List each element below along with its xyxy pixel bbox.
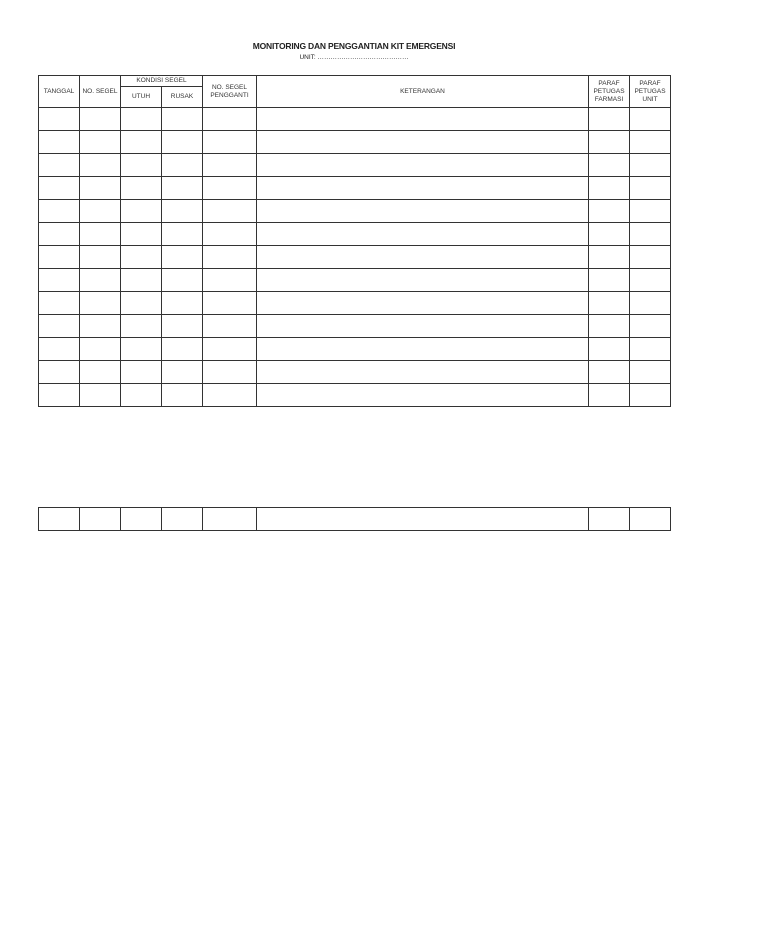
cell-no-segel[interactable] bbox=[80, 246, 121, 269]
cell-no-segel-pengganti[interactable] bbox=[203, 108, 257, 131]
cell-paraf-unit[interactable] bbox=[630, 246, 671, 269]
cell-tanggal[interactable] bbox=[39, 315, 80, 338]
cell-no-segel[interactable] bbox=[80, 223, 121, 246]
table-row bbox=[39, 108, 671, 131]
cell-utuh[interactable] bbox=[121, 131, 162, 154]
cell-tanggal[interactable] bbox=[39, 384, 80, 407]
cell-keterangan[interactable] bbox=[257, 246, 589, 269]
cell-no-segel-pengganti[interactable] bbox=[203, 315, 257, 338]
cell-keterangan[interactable] bbox=[257, 315, 589, 338]
cell-keterangan[interactable] bbox=[257, 223, 589, 246]
cell-rusak[interactable] bbox=[162, 223, 203, 246]
cell-rusak[interactable] bbox=[162, 508, 203, 531]
cell-tanggal[interactable] bbox=[39, 292, 80, 315]
table-row bbox=[39, 508, 671, 531]
cell-keterangan[interactable] bbox=[257, 338, 589, 361]
cell-paraf-unit[interactable] bbox=[630, 223, 671, 246]
cell-utuh[interactable] bbox=[121, 246, 162, 269]
cell-keterangan[interactable] bbox=[257, 131, 589, 154]
cell-keterangan[interactable] bbox=[257, 384, 589, 407]
cell-paraf-farmasi[interactable] bbox=[589, 292, 630, 315]
cell-paraf-farmasi[interactable] bbox=[589, 338, 630, 361]
cell-keterangan[interactable] bbox=[257, 361, 589, 384]
cell-rusak[interactable] bbox=[162, 315, 203, 338]
cell-tanggal[interactable] bbox=[39, 508, 80, 531]
cell-utuh[interactable] bbox=[121, 384, 162, 407]
monitoring-table bbox=[38, 75, 671, 407]
cell-tanggal[interactable] bbox=[39, 131, 80, 154]
monitoring-table-continuation bbox=[38, 507, 671, 531]
cell-rusak[interactable] bbox=[162, 338, 203, 361]
table-row bbox=[39, 269, 671, 292]
cell-utuh[interactable] bbox=[121, 154, 162, 177]
cell-no-segel-pengganti[interactable] bbox=[203, 131, 257, 154]
cell-tanggal[interactable] bbox=[39, 200, 80, 223]
cell-paraf-farmasi[interactable] bbox=[589, 269, 630, 292]
table-header bbox=[39, 76, 671, 108]
header-paraf-unit-line1: PARAF bbox=[639, 79, 661, 87]
cell-utuh[interactable] bbox=[121, 108, 162, 131]
header-paraf-petugas-unit bbox=[630, 76, 671, 108]
cell-no-segel[interactable] bbox=[80, 131, 121, 154]
table-row bbox=[39, 246, 671, 269]
cell-rusak[interactable] bbox=[162, 200, 203, 223]
cell-no-segel[interactable] bbox=[80, 108, 121, 131]
cell-paraf-unit[interactable] bbox=[630, 108, 671, 131]
cell-no-segel[interactable] bbox=[80, 384, 121, 407]
cell-rusak[interactable] bbox=[162, 246, 203, 269]
cell-no-segel-pengganti[interactable] bbox=[203, 269, 257, 292]
table-row bbox=[39, 361, 671, 384]
cell-utuh[interactable] bbox=[121, 269, 162, 292]
cell-no-segel[interactable] bbox=[80, 154, 121, 177]
cell-paraf-unit[interactable] bbox=[630, 338, 671, 361]
cell-paraf-unit[interactable] bbox=[630, 154, 671, 177]
cell-tanggal[interactable] bbox=[39, 338, 80, 361]
header-no-segel-pengganti bbox=[203, 76, 257, 108]
cell-no-segel-pengganti[interactable] bbox=[203, 338, 257, 361]
table-row bbox=[39, 131, 671, 154]
cell-no-segel[interactable] bbox=[80, 292, 121, 315]
header-kondisi-segel: KONDISI SEGEL bbox=[121, 76, 203, 87]
cell-paraf-farmasi[interactable] bbox=[589, 108, 630, 131]
header-no-segel-pengganti-line2: PENGGANTI bbox=[210, 91, 249, 99]
cell-utuh[interactable] bbox=[121, 361, 162, 384]
cell-paraf-farmasi[interactable] bbox=[589, 508, 630, 531]
cell-rusak[interactable] bbox=[162, 108, 203, 131]
cell-no-segel[interactable] bbox=[80, 177, 121, 200]
header-paraf-farmasi-line3: FARMASI bbox=[594, 95, 624, 103]
cell-paraf-farmasi[interactable] bbox=[589, 177, 630, 200]
cell-no-segel-pengganti[interactable] bbox=[203, 508, 257, 531]
cell-tanggal[interactable] bbox=[39, 223, 80, 246]
cell-no-segel-pengganti[interactable] bbox=[203, 154, 257, 177]
table-row bbox=[39, 177, 671, 200]
cell-paraf-farmasi[interactable] bbox=[589, 315, 630, 338]
cell-keterangan[interactable] bbox=[257, 200, 589, 223]
cell-no-segel-pengganti[interactable] bbox=[203, 292, 257, 315]
cell-paraf-unit[interactable] bbox=[630, 361, 671, 384]
cell-no-segel[interactable] bbox=[80, 338, 121, 361]
cell-paraf-unit[interactable] bbox=[630, 269, 671, 292]
cell-paraf-unit[interactable] bbox=[630, 384, 671, 407]
cell-paraf-farmasi[interactable] bbox=[589, 223, 630, 246]
cell-paraf-unit[interactable] bbox=[630, 315, 671, 338]
cell-paraf-farmasi[interactable] bbox=[589, 361, 630, 384]
cell-utuh[interactable] bbox=[121, 508, 162, 531]
header-paraf-farmasi-line1: PARAF bbox=[598, 79, 620, 87]
table-row bbox=[39, 315, 671, 338]
header-paraf-petugas-farmasi bbox=[589, 76, 630, 108]
table-row bbox=[39, 338, 671, 361]
table-row bbox=[39, 223, 671, 246]
cell-no-segel-pengganti[interactable] bbox=[203, 200, 257, 223]
cell-utuh[interactable] bbox=[121, 338, 162, 361]
header-keterangan: KETERANGAN bbox=[257, 76, 589, 108]
header-utuh: UTUH bbox=[121, 87, 162, 108]
table-row bbox=[39, 384, 671, 407]
cell-keterangan[interactable] bbox=[257, 292, 589, 315]
cell-no-segel[interactable] bbox=[80, 200, 121, 223]
cell-no-segel[interactable] bbox=[80, 361, 121, 384]
cell-paraf-farmasi[interactable] bbox=[589, 384, 630, 407]
cell-no-segel-pengganti[interactable] bbox=[203, 223, 257, 246]
cell-keterangan[interactable] bbox=[257, 269, 589, 292]
table-row bbox=[39, 292, 671, 315]
table-row bbox=[39, 154, 671, 177]
cell-no-segel[interactable] bbox=[80, 269, 121, 292]
header-no-segel: NO. SEGEL bbox=[80, 76, 121, 108]
cell-keterangan[interactable] bbox=[257, 154, 589, 177]
cell-tanggal[interactable] bbox=[39, 361, 80, 384]
header-rusak: RUSAK bbox=[162, 87, 203, 108]
cell-utuh[interactable] bbox=[121, 223, 162, 246]
cell-no-segel-pengganti[interactable] bbox=[203, 361, 257, 384]
header-paraf-farmasi-line2: PETUGAS bbox=[593, 87, 625, 95]
header-paraf-unit-line2: PETUGAS bbox=[634, 87, 666, 95]
cell-no-segel[interactable] bbox=[80, 315, 121, 338]
cell-paraf-unit[interactable] bbox=[630, 508, 671, 531]
cell-rusak[interactable] bbox=[162, 177, 203, 200]
cell-no-segel-pengganti[interactable] bbox=[203, 177, 257, 200]
cell-rusak[interactable] bbox=[162, 361, 203, 384]
cell-keterangan[interactable] bbox=[257, 108, 589, 131]
cell-tanggal[interactable] bbox=[39, 154, 80, 177]
cell-utuh[interactable] bbox=[121, 177, 162, 200]
table-body-continuation bbox=[39, 508, 671, 531]
header-tanggal: TANGGAL bbox=[39, 76, 80, 108]
cell-paraf-unit[interactable] bbox=[630, 177, 671, 200]
cell-no-segel-pengganti[interactable] bbox=[203, 384, 257, 407]
table-body bbox=[39, 108, 671, 407]
cell-utuh[interactable] bbox=[121, 200, 162, 223]
table-row bbox=[39, 200, 671, 223]
cell-rusak[interactable] bbox=[162, 154, 203, 177]
unit-label: UNIT: …………………………………… bbox=[299, 54, 409, 61]
cell-paraf-unit[interactable] bbox=[630, 131, 671, 154]
cell-keterangan[interactable] bbox=[257, 508, 589, 531]
cell-utuh[interactable] bbox=[121, 292, 162, 315]
cell-rusak[interactable] bbox=[162, 269, 203, 292]
cell-tanggal[interactable] bbox=[39, 246, 80, 269]
document-title: MONITORING DAN PENGGANTIAN KIT EMERGENSI bbox=[252, 41, 456, 51]
cell-paraf-farmasi[interactable] bbox=[589, 131, 630, 154]
header-paraf-unit-line3: UNIT bbox=[642, 95, 658, 103]
cell-paraf-unit[interactable] bbox=[630, 292, 671, 315]
cell-paraf-farmasi[interactable] bbox=[589, 200, 630, 223]
cell-tanggal[interactable] bbox=[39, 108, 80, 131]
cell-rusak[interactable] bbox=[162, 131, 203, 154]
cell-no-segel[interactable] bbox=[80, 508, 121, 531]
cell-utuh[interactable] bbox=[121, 315, 162, 338]
cell-rusak[interactable] bbox=[162, 292, 203, 315]
cell-rusak[interactable] bbox=[162, 384, 203, 407]
cell-keterangan[interactable] bbox=[257, 177, 589, 200]
cell-no-segel-pengganti[interactable] bbox=[203, 246, 257, 269]
cell-tanggal[interactable] bbox=[39, 177, 80, 200]
cell-paraf-farmasi[interactable] bbox=[589, 246, 630, 269]
header-no-segel-pengganti-line1: NO. SEGEL bbox=[211, 83, 248, 91]
cell-paraf-farmasi[interactable] bbox=[589, 154, 630, 177]
cell-paraf-unit[interactable] bbox=[630, 200, 671, 223]
cell-tanggal[interactable] bbox=[39, 269, 80, 292]
